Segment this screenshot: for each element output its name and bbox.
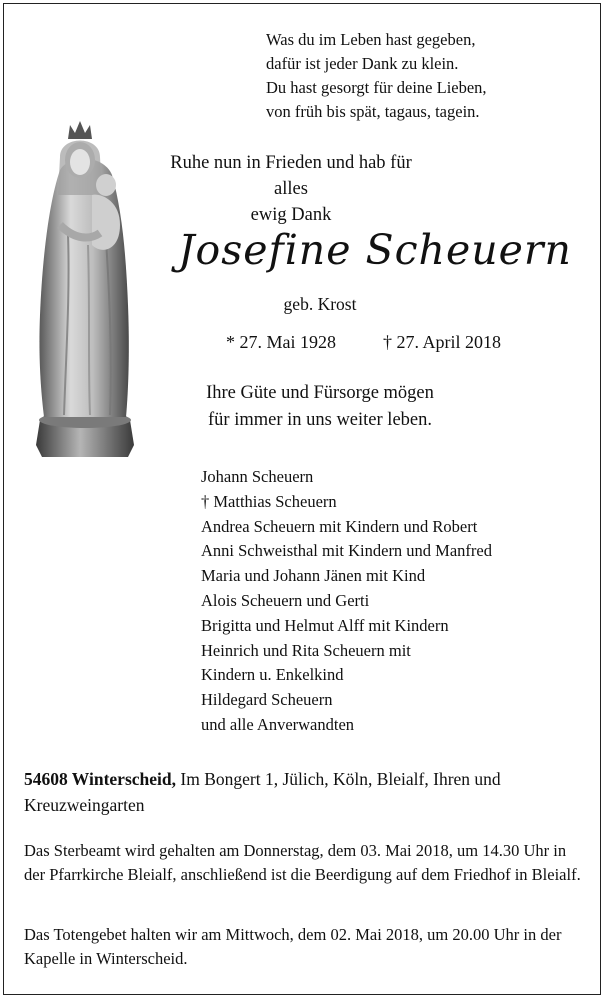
address-town: 54608 Winterscheid,	[24, 769, 176, 789]
madonna-statue-image	[30, 115, 140, 460]
mourner-line: und alle Anverwandten	[201, 714, 355, 734]
poem	[266, 28, 586, 124]
maiden-name: geb. Krost	[283, 294, 357, 314]
mourner-line: Hildegard Scheuern	[201, 690, 333, 710]
mourner-line: † Matthias Scheuern	[201, 491, 337, 511]
mourner-line: Andrea Scheuern mit Kindern und Robert	[201, 516, 478, 536]
rest-line: Ruhe nun in Frieden und hab für alles	[170, 153, 412, 199]
mourner-line: Johann Scheuern	[201, 467, 314, 486]
death-date: † 27. April 2018	[383, 332, 502, 352]
mourner-line: Brigitta und Helmut Alff mit Kindern	[201, 615, 449, 635]
remembrance-text	[200, 380, 440, 434]
rest-line: ewig Dank	[250, 205, 332, 225]
funeral-service-text: Das Sterbeamt wird gehalten am Donnerstag, dem 03. Mai 2018, um 14.30 Uhr in der Pfarrkirche Bleialf, anschließend ist die Beerdigung auf dem Friedhof in Bleialf.	[24, 841, 581, 884]
birth-date: * 27. Mai 1928	[226, 332, 336, 352]
address-rest: Im Bongert 1, Jülich, Köln, Bleialf, Ihren und Kreuzweingarten	[24, 769, 501, 815]
mourners-list	[201, 465, 591, 738]
mourner-line: Heinrich und Rita Scheuern mit	[201, 640, 411, 660]
mourner-line: Maria und Johann Jänen mit Kind	[201, 566, 426, 586]
poem-line: Was du im Leben hast gegeben,	[266, 30, 476, 49]
prayer-text: Das Totengebet halten wir am Mittwoch, dem 02. Mai 2018, um 20.00 Uhr in der Kapelle in Winterscheid.	[24, 925, 562, 968]
deceased-name: Josefine Scheuern	[178, 226, 572, 274]
mourner-line: Alois Scheuern und Gerti	[201, 590, 370, 610]
mourner-line: Anni Schweisthal mit Kindern und Manfred	[201, 541, 492, 561]
remembrance-line: Ihre Güte und Fürsorge mögen	[206, 383, 434, 403]
rest-in-peace-text	[160, 150, 422, 228]
address	[24, 766, 584, 818]
poem-line: Du hast gesorgt für deine Lieben,	[266, 78, 487, 97]
poem-line: dafür ist jeder Dank zu klein.	[266, 54, 459, 73]
remembrance-line: für immer in uns weiter leben.	[208, 410, 432, 430]
poem-line: von früh bis spät, tagaus, tagein.	[266, 102, 480, 121]
mourner-line: Kindern u. Enkelkind	[201, 665, 344, 685]
